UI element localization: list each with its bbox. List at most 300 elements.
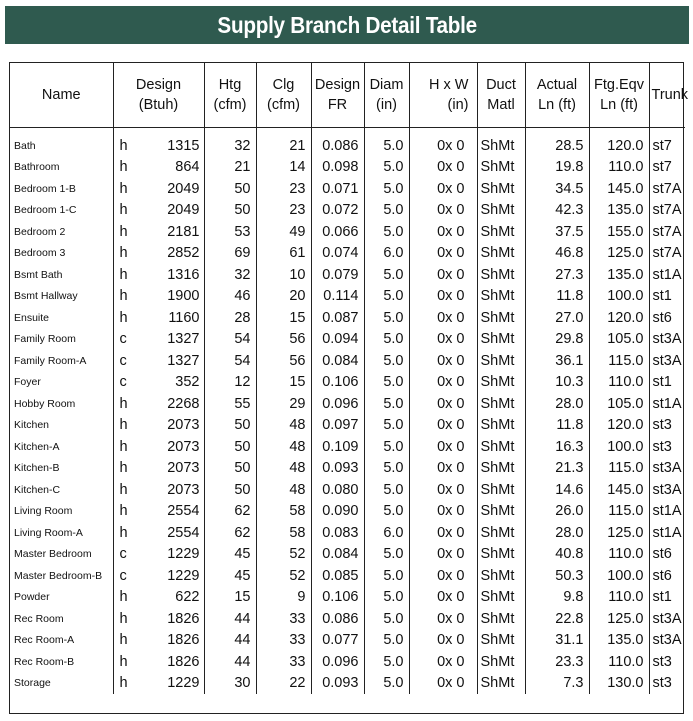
- table-row: [10, 501, 685, 523]
- cell-diam: 5.0: [364, 135, 409, 157]
- cell-htg: 62: [204, 522, 256, 544]
- cell-actual: 28.0: [525, 393, 589, 415]
- cell-ftg: 100.0: [589, 436, 649, 458]
- cell-load-flag: h: [119, 266, 128, 283]
- cell-actual: 36.1: [525, 350, 589, 372]
- cell-name: Hobby Room: [14, 397, 76, 410]
- cell-trunk: st6: [649, 544, 685, 566]
- cell-design: [113, 565, 204, 587]
- header-line: (cfm): [266, 97, 300, 113]
- cell-clg: 10: [256, 264, 311, 286]
- cell-btuh: 352: [175, 374, 200, 391]
- cell-actual: 23.3: [525, 651, 589, 673]
- cell-design-fr: 0.106: [311, 372, 364, 394]
- cell-trunk: st6: [649, 307, 685, 329]
- cell-design-fr: 0.066: [311, 221, 364, 243]
- cell-load-flag: h: [119, 223, 128, 240]
- cell-clg: 22: [256, 673, 311, 695]
- header-line: H x W: [429, 77, 469, 93]
- cell-design: [113, 630, 204, 652]
- cell-trunk: st1: [649, 587, 685, 609]
- cell-clg: 14: [256, 157, 311, 179]
- cell-diam: 5.0: [364, 178, 409, 200]
- table-row: [10, 178, 685, 200]
- cell-duct: ShMt: [477, 393, 525, 415]
- cell-name: Kitchen-B: [14, 462, 60, 475]
- cell-btuh: 2049: [167, 180, 200, 197]
- cell-hxw: 0x 0: [409, 501, 477, 523]
- cell-duct: ShMt: [477, 415, 525, 437]
- cell-htg: 44: [204, 608, 256, 630]
- cell-hxw: 0x 0: [409, 243, 477, 265]
- cell-design-fr: 0.083: [311, 522, 364, 544]
- cell-ftg: 125.0: [589, 608, 649, 630]
- cell-clg: 33: [256, 630, 311, 652]
- cell-trunk: st7A: [649, 178, 685, 200]
- cell-actual: 31.1: [525, 630, 589, 652]
- cell-name: Living Room-A: [14, 526, 83, 539]
- cell-actual: 7.3: [525, 673, 589, 695]
- cell-btuh: 1826: [167, 610, 200, 627]
- cell-duct: ShMt: [477, 565, 525, 587]
- cell-diam: 5.0: [364, 673, 409, 695]
- cell-actual: 21.3: [525, 458, 589, 480]
- cell-actual: 34.5: [525, 178, 589, 200]
- cell-duct: ShMt: [477, 651, 525, 673]
- cell-btuh: 622: [175, 589, 200, 606]
- table-row: [10, 243, 685, 265]
- col-header-ftg: [589, 63, 649, 128]
- cell-diam: 5.0: [364, 372, 409, 394]
- cell-trunk: st3A: [649, 458, 685, 480]
- cell-load-flag: h: [119, 438, 128, 455]
- cell-hxw: 0x 0: [409, 673, 477, 695]
- cell-design-fr: 0.086: [311, 135, 364, 157]
- cell-htg: 45: [204, 544, 256, 566]
- header-line: (Btuh): [138, 97, 179, 113]
- cell-diam: 6.0: [364, 243, 409, 265]
- cell-actual: 26.0: [525, 501, 589, 523]
- cell-name: Bsmt Hallway: [14, 290, 78, 303]
- cell-diam: 5.0: [364, 350, 409, 372]
- cell-hxw: 0x 0: [409, 200, 477, 222]
- cell-design: [113, 673, 204, 695]
- cell-design: [113, 157, 204, 179]
- cell-name: Bathroom: [14, 161, 60, 174]
- cell-design: [113, 307, 204, 329]
- table-row: [10, 372, 685, 394]
- cell-btuh: 1229: [167, 675, 200, 692]
- cell-load-flag: h: [119, 675, 128, 692]
- cell-clg: 29: [256, 393, 311, 415]
- cell-clg: 52: [256, 544, 311, 566]
- table-row: [10, 565, 685, 587]
- cell-ftg: 110.0: [589, 372, 649, 394]
- cell-htg: 15: [204, 587, 256, 609]
- cell-clg: 20: [256, 286, 311, 308]
- cell-trunk: st7A: [649, 243, 685, 265]
- cell-htg: 50: [204, 200, 256, 222]
- cell-actual: 19.8: [525, 157, 589, 179]
- cell-htg: 53: [204, 221, 256, 243]
- cell-diam: 5.0: [364, 436, 409, 458]
- col-header-trunk: [649, 63, 689, 128]
- cell-design-fr: 0.086: [311, 608, 364, 630]
- cell-name: Ensuite: [14, 311, 50, 324]
- cell-actual: 28.0: [525, 522, 589, 544]
- col-header-actual: [525, 63, 589, 128]
- cell-btuh: 1327: [167, 331, 200, 348]
- cell-actual: 16.3: [525, 436, 589, 458]
- cell-diam: 5.0: [364, 221, 409, 243]
- cell-htg: 50: [204, 458, 256, 480]
- cell-ftg: 115.0: [589, 501, 649, 523]
- cell-ftg: 100.0: [589, 286, 649, 308]
- cell-name: Kitchen-C: [14, 483, 61, 496]
- cell-load-flag: h: [119, 202, 128, 219]
- cell-duct: ShMt: [477, 221, 525, 243]
- cell-name: Master Bedroom-B: [14, 569, 103, 582]
- cell-btuh: 1826: [167, 632, 200, 649]
- cell-actual: 40.8: [525, 544, 589, 566]
- cell-btuh: 1900: [167, 288, 200, 305]
- cell-duct: ShMt: [477, 673, 525, 695]
- cell-hxw: 0x 0: [409, 630, 477, 652]
- cell-name: Living Room: [14, 505, 73, 518]
- header-line: Ln (ft): [538, 97, 576, 113]
- cell-clg: 58: [256, 501, 311, 523]
- cell-diam: 5.0: [364, 630, 409, 652]
- cell-ftg: 130.0: [589, 673, 649, 695]
- cell-ftg: 115.0: [589, 350, 649, 372]
- cell-duct: ShMt: [477, 157, 525, 179]
- col-header-design-fr: [311, 63, 364, 128]
- cell-duct: ShMt: [477, 479, 525, 501]
- cell-hxw: 0x 0: [409, 436, 477, 458]
- cell-btuh: 2073: [167, 481, 200, 498]
- cell-ftg: 110.0: [589, 544, 649, 566]
- cell-ftg: 105.0: [589, 393, 649, 415]
- cell-name: Powder: [14, 591, 50, 604]
- col-header-duct: [477, 63, 525, 128]
- spacer-row: [10, 128, 685, 136]
- cell-htg: 44: [204, 630, 256, 652]
- cell-btuh: 1327: [167, 352, 200, 369]
- cell-clg: 58: [256, 522, 311, 544]
- cell-duct: ShMt: [477, 544, 525, 566]
- cell-ftg: 120.0: [589, 415, 649, 437]
- cell-design: [113, 135, 204, 157]
- cell-diam: 5.0: [364, 479, 409, 501]
- table-row: [10, 286, 685, 308]
- cell-diam: 5.0: [364, 393, 409, 415]
- cell-clg: 56: [256, 329, 311, 351]
- cell-htg: 54: [204, 350, 256, 372]
- cell-name: Bedroom 2: [14, 225, 66, 238]
- cell-ftg: 100.0: [589, 565, 649, 587]
- cell-name: Master Bedroom: [14, 548, 92, 561]
- header-line: (in): [447, 97, 469, 113]
- cell-name: Bedroom 3: [14, 247, 66, 260]
- table-row: [10, 436, 685, 458]
- table-row: [10, 544, 685, 566]
- cell-clg: 48: [256, 458, 311, 480]
- cell-ftg: 155.0: [589, 221, 649, 243]
- cell-design: [113, 200, 204, 222]
- cell-ftg: 125.0: [589, 243, 649, 265]
- cell-diam: 5.0: [364, 157, 409, 179]
- cell-actual: 10.3: [525, 372, 589, 394]
- cell-name: Family Room: [14, 333, 76, 346]
- cell-design-fr: 0.074: [311, 243, 364, 265]
- cell-diam: 5.0: [364, 264, 409, 286]
- cell-btuh: 2049: [167, 202, 200, 219]
- cell-hxw: 0x 0: [409, 135, 477, 157]
- cell-hxw: 0x 0: [409, 522, 477, 544]
- cell-btuh: 2073: [167, 417, 200, 434]
- cell-duct: ShMt: [477, 372, 525, 394]
- table-row: [10, 135, 685, 157]
- cell-design: [113, 501, 204, 523]
- cell-design-fr: 0.093: [311, 673, 364, 695]
- cell-btuh: 1160: [168, 309, 200, 326]
- cell-name: Family Room-A: [14, 354, 87, 367]
- cell-load-flag: h: [119, 610, 128, 627]
- col-header-clg: [256, 63, 311, 128]
- cell-actual: 14.6: [525, 479, 589, 501]
- cell-hxw: 0x 0: [409, 350, 477, 372]
- cell-diam: 6.0: [364, 522, 409, 544]
- cell-hxw: 0x 0: [409, 157, 477, 179]
- cell-design-fr: 0.097: [311, 415, 364, 437]
- cell-trunk: st1: [649, 286, 685, 308]
- cell-hxw: 0x 0: [409, 587, 477, 609]
- cell-trunk: st1A: [649, 393, 685, 415]
- cell-ftg: 135.0: [589, 264, 649, 286]
- cell-htg: 32: [204, 264, 256, 286]
- cell-design-fr: 0.114: [311, 286, 364, 308]
- cell-duct: ShMt: [477, 458, 525, 480]
- cell-ftg: 110.0: [589, 651, 649, 673]
- cell-design-fr: 0.084: [311, 350, 364, 372]
- cell-trunk: st3A: [649, 479, 685, 501]
- cell-diam: 5.0: [364, 307, 409, 329]
- cell-trunk: st3A: [649, 608, 685, 630]
- cell-actual: 37.5: [525, 221, 589, 243]
- cell-clg: 23: [256, 178, 311, 200]
- table-row: [10, 630, 685, 652]
- cell-design-fr: 0.084: [311, 544, 364, 566]
- cell-btuh: 1316: [167, 266, 200, 283]
- col-header-diam: [364, 63, 409, 128]
- cell-htg: 44: [204, 651, 256, 673]
- cell-design-fr: 0.077: [311, 630, 364, 652]
- cell-design-fr: 0.079: [311, 264, 364, 286]
- header-line: Actual: [536, 77, 578, 93]
- cell-diam: 5.0: [364, 565, 409, 587]
- cell-design-fr: 0.094: [311, 329, 364, 351]
- table-row: [10, 200, 685, 222]
- cell-trunk: st3: [649, 436, 685, 458]
- cell-trunk: st7: [649, 157, 685, 179]
- cell-design: [113, 479, 204, 501]
- cell-btuh: 2268: [167, 395, 200, 412]
- cell-design: [113, 587, 204, 609]
- header-line: Ln (ft): [600, 97, 638, 113]
- cell-btuh: 2073: [167, 438, 200, 455]
- cell-htg: 21: [204, 157, 256, 179]
- cell-load-flag: h: [119, 524, 128, 541]
- cell-actual: 11.8: [525, 415, 589, 437]
- cell-design: [113, 350, 204, 372]
- cell-htg: 30: [204, 673, 256, 695]
- header-line: (in): [376, 97, 397, 113]
- cell-design-fr: 0.106: [311, 587, 364, 609]
- cell-trunk: st3: [649, 673, 685, 695]
- cell-actual: 50.3: [525, 565, 589, 587]
- cell-design-fr: 0.090: [311, 501, 364, 523]
- cell-load-flag: h: [119, 180, 128, 197]
- cell-hxw: 0x 0: [409, 286, 477, 308]
- cell-design-fr: 0.085: [311, 565, 364, 587]
- header-line: Matl: [487, 97, 515, 113]
- header-line: Duct: [486, 77, 516, 93]
- cell-duct: ShMt: [477, 135, 525, 157]
- cell-hxw: 0x 0: [409, 479, 477, 501]
- cell-trunk: st7: [649, 135, 685, 157]
- cell-trunk: st6: [649, 565, 685, 587]
- cell-diam: 5.0: [364, 608, 409, 630]
- col-header-hxw: [409, 63, 477, 128]
- cell-design: [113, 651, 204, 673]
- cell-clg: 48: [256, 436, 311, 458]
- cell-btuh: 2554: [167, 503, 200, 520]
- col-header-name: [10, 63, 113, 128]
- cell-trunk: st1A: [649, 264, 685, 286]
- table-body: [10, 128, 685, 695]
- cell-trunk: st7A: [649, 221, 685, 243]
- cell-clg: 15: [256, 372, 311, 394]
- header-line: Trunk: [651, 87, 689, 103]
- cell-clg: 21: [256, 135, 311, 157]
- table-row: [10, 221, 685, 243]
- table-row: [10, 415, 685, 437]
- table-row: [10, 350, 685, 372]
- cell-name: Bedroom 1-B: [14, 182, 76, 195]
- cell-htg: 46: [204, 286, 256, 308]
- cell-name: Bsmt Bath: [14, 268, 63, 281]
- cell-htg: 55: [204, 393, 256, 415]
- cell-duct: ShMt: [477, 630, 525, 652]
- cell-duct: ShMt: [477, 587, 525, 609]
- cell-btuh: 2852: [167, 245, 200, 262]
- cell-ftg: 145.0: [589, 178, 649, 200]
- cell-design: [113, 436, 204, 458]
- cell-load-flag: h: [119, 481, 128, 498]
- cell-load-flag: h: [119, 503, 128, 520]
- cell-clg: 52: [256, 565, 311, 587]
- cell-diam: 5.0: [364, 286, 409, 308]
- cell-design-fr: 0.109: [311, 436, 364, 458]
- cell-htg: 54: [204, 329, 256, 351]
- cell-clg: 33: [256, 651, 311, 673]
- cell-load-flag: h: [119, 288, 128, 305]
- cell-ftg: 110.0: [589, 587, 649, 609]
- cell-design: [113, 178, 204, 200]
- cell-hxw: 0x 0: [409, 651, 477, 673]
- header-line: (cfm): [213, 97, 247, 113]
- supply-branch-table: [10, 63, 689, 694]
- cell-load-flag: h: [119, 632, 128, 649]
- cell-trunk: st3A: [649, 329, 685, 351]
- cell-trunk: st3: [649, 651, 685, 673]
- cell-ftg: 120.0: [589, 307, 649, 329]
- cell-clg: 49: [256, 221, 311, 243]
- cell-design-fr: 0.072: [311, 200, 364, 222]
- cell-btuh: 1315: [167, 137, 200, 154]
- cell-clg: 15: [256, 307, 311, 329]
- table-row: [10, 673, 685, 695]
- cell-design: [113, 393, 204, 415]
- col-header-htg: [204, 63, 256, 128]
- table-row: [10, 458, 685, 480]
- cell-diam: 5.0: [364, 501, 409, 523]
- cell-htg: 50: [204, 178, 256, 200]
- header-line: Design: [135, 77, 182, 93]
- cell-btuh: 1229: [167, 546, 200, 563]
- cell-btuh: 2181: [167, 223, 200, 240]
- cell-duct: ShMt: [477, 522, 525, 544]
- cell-diam: 5.0: [364, 458, 409, 480]
- cell-clg: 33: [256, 608, 311, 630]
- cell-actual: 27.3: [525, 264, 589, 286]
- cell-clg: 9: [256, 587, 311, 609]
- table-row: [10, 587, 685, 609]
- cell-load-flag: h: [119, 309, 128, 326]
- cell-duct: ShMt: [477, 264, 525, 286]
- cell-duct: ShMt: [477, 350, 525, 372]
- cell-load-flag: h: [119, 395, 128, 412]
- cell-actual: 11.8: [525, 286, 589, 308]
- cell-load-flag: h: [119, 589, 128, 606]
- cell-htg: 12: [204, 372, 256, 394]
- cell-hxw: 0x 0: [409, 221, 477, 243]
- cell-design-fr: 0.098: [311, 157, 364, 179]
- cell-name: Kitchen-A: [14, 440, 60, 453]
- cell-hxw: 0x 0: [409, 393, 477, 415]
- cell-trunk: st3: [649, 415, 685, 437]
- cell-clg: 56: [256, 350, 311, 372]
- cell-design: [113, 286, 204, 308]
- cell-duct: ShMt: [477, 436, 525, 458]
- table-row: [10, 522, 685, 544]
- cell-hxw: 0x 0: [409, 415, 477, 437]
- cell-actual: 42.3: [525, 200, 589, 222]
- cell-duct: ShMt: [477, 329, 525, 351]
- cell-hxw: 0x 0: [409, 372, 477, 394]
- table-row: [10, 307, 685, 329]
- table-row: [10, 264, 685, 286]
- cell-btuh: 2073: [167, 460, 200, 477]
- cell-name: Rec Room: [14, 612, 64, 625]
- table-row: [10, 393, 685, 415]
- cell-load-flag: h: [119, 137, 128, 154]
- cell-btuh: 2554: [167, 524, 200, 541]
- cell-ftg: 125.0: [589, 522, 649, 544]
- cell-name: Storage: [14, 677, 51, 690]
- cell-design-fr: 0.096: [311, 393, 364, 415]
- cell-load-flag: c: [119, 546, 127, 563]
